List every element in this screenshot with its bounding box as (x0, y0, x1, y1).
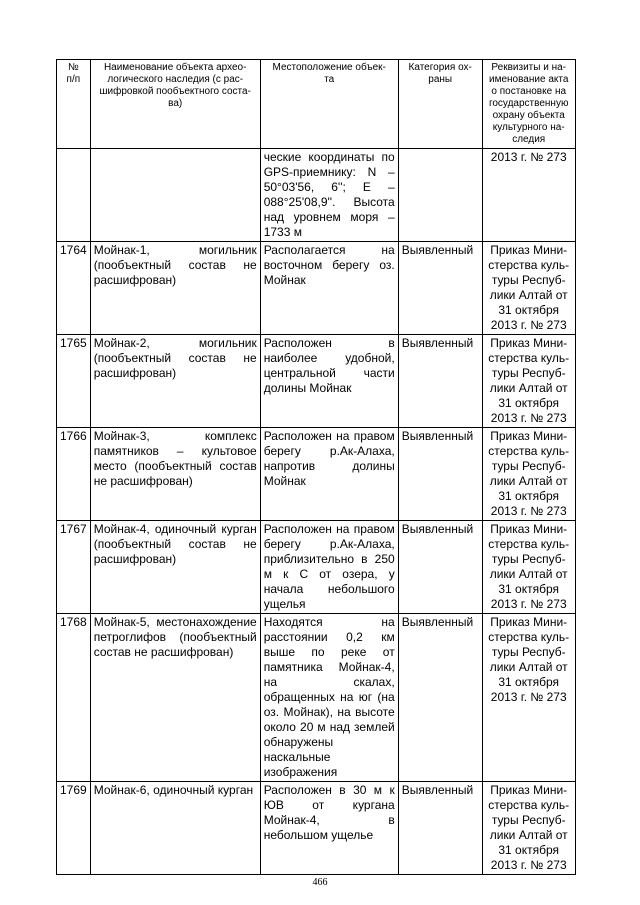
table-row (57, 782, 576, 875)
cell-category: Выявленный (398, 428, 482, 521)
cell-category: Выявленный (398, 335, 482, 428)
table-row (57, 521, 576, 614)
cell-location: Расположен на правом берегу р.Ак-Алаха, напротив долины Мойнак (260, 428, 398, 521)
header-category: Категория ох- раны (398, 60, 482, 149)
continuation-row (57, 149, 576, 242)
cell-category: Выявленный (398, 614, 482, 782)
header-requisites: Реквизиты и на- именование акта о постановке на государственную охрану объекта культурного на- следия (482, 60, 575, 149)
table-header-row (57, 60, 576, 149)
cell-location: Расположен в 30 м к ЮВ от кургана Мойнак-4, в небольшом ущелье (260, 782, 398, 875)
cell-location: Располагается на восточном берегу оз. Мойнак (260, 242, 398, 335)
cell-number: 1766 (57, 428, 91, 521)
cell-number: 1765 (57, 335, 91, 428)
cell-requisites: Приказ Мини- стерства куль- туры Респуб- лики Алтай от 31 октября 2013 г. № 273 (482, 521, 575, 614)
cell-name: Мойнак-5, местонахождение петроглифов (пообъектный состав не расшифрован) (90, 614, 260, 782)
cell-number: 1764 (57, 242, 91, 335)
cell-category: Выявленный (398, 782, 482, 875)
table-row (57, 428, 576, 521)
cell-category (398, 149, 482, 242)
cell-location: Расположен в наиболее удобной, центральной части долины Мойнак (260, 335, 398, 428)
page-number: 466 (312, 877, 328, 888)
header-number: № п/п (57, 60, 91, 149)
cell-requisites: Приказ Мини- стерства куль- туры Респуб- лики Алтай от 31 октября 2013 г. № 273 (482, 335, 575, 428)
cell-category: Выявленный (398, 521, 482, 614)
cell-location: Расположен на правом берегу р.Ак-Алаха, приблизительно в 250 м к С от озера, у начала небольшого ущелья (260, 521, 398, 614)
cell-requisites: Приказ Мини- стерства куль- туры Респуб- лики Алтай от 31 октября 2013 г. № 273 (482, 614, 575, 782)
cell-name: Мойнак-4, одиночный курган (пообъектный состав не расшифрован) (90, 521, 260, 614)
table-row (57, 335, 576, 428)
cell-location: ческие координаты по GPS-приемнику: N – 50°03'56, 6''; E – 088°25'08,9''. Высота над уровнем моря – 1733 м (260, 149, 398, 242)
cell-name (90, 149, 260, 242)
cell-name: Мойнак-6, одиночный курган (90, 782, 260, 875)
header-location: Местоположение объек- та (260, 60, 398, 149)
cell-location: Находятся на расстоянии 0,2 км выше по реке от памятника Мойнак-4, на скалах, обращенных на юг (на оз. Мойнак), на высоте около 20 м над землей обнаружены наскальные изображения (260, 614, 398, 782)
heritage-table (56, 59, 576, 875)
cell-number: 1769 (57, 782, 91, 875)
table-row (57, 614, 576, 782)
cell-name: Мойнак-3, комплекс памятников – культовое место (пообъектный состав не расшифрован) (90, 428, 260, 521)
header-name: Наименование объекта архео- логического наследия (с рас- шифровкой пообъектного соста- ва) (90, 60, 260, 149)
cell-number: 1768 (57, 614, 91, 782)
cell-requisites: Приказ Мини- стерства куль- туры Респуб- лики Алтай от 31 октября 2013 г. № 273 (482, 242, 575, 335)
cell-number (57, 149, 91, 242)
cell-requisites: 2013 г. № 273 (482, 149, 575, 242)
cell-number: 1767 (57, 521, 91, 614)
table-row (57, 242, 576, 335)
cell-name: Мойнак-1, могильник (пообъектный состав не расшифрован) (90, 242, 260, 335)
cell-requisites: Приказ Мини- стерства куль- туры Респуб- лики Алтай от 31 октября 2013 г. № 273 (482, 428, 575, 521)
cell-name: Мойнак-2, могильник (пообъектный состав не расшифрован) (90, 335, 260, 428)
cell-requisites: Приказ Мини- стерства куль- туры Респуб- лики Алтай от 31 октября 2013 г. № 273 (482, 782, 575, 875)
cell-category: Выявленный (398, 242, 482, 335)
